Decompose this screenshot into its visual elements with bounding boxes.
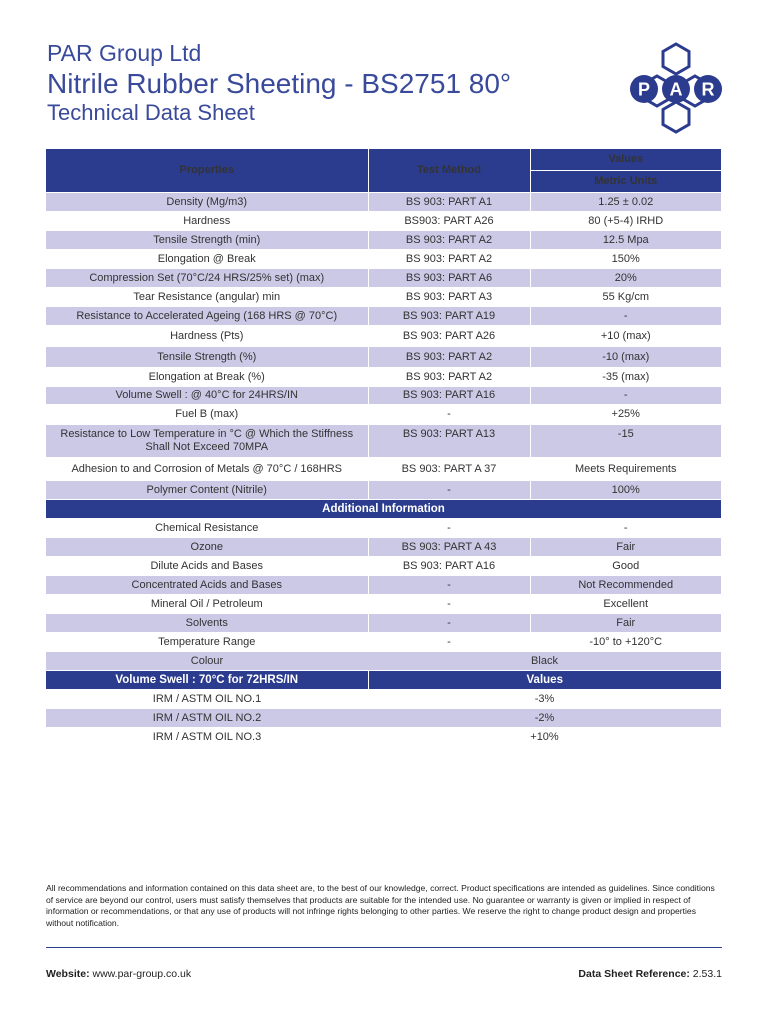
par-logo (628, 42, 724, 134)
table-row: Resistance to Accelerated Ageing (168 HRS @ 70°C) BS 903: PART A19 - (46, 306, 721, 325)
table-row: Concentrated Acids and Bases - Not Recommended (46, 575, 721, 594)
footer-divider (46, 947, 722, 948)
table-row: Tensile Strength (%) BS 903: PART A2 -10 (max) (46, 346, 721, 367)
logo-letter-r: R (701, 79, 715, 100)
table-row: Tear Resistance (angular) min BS 903: PART A3 55 Kg/cm (46, 287, 721, 306)
reference-label: Data Sheet Reference: (578, 968, 690, 980)
section-header-volume-swell: Volume Swell : 70°C for 72HRS/IN Values (46, 670, 721, 689)
header-metric-units: Metric Units (530, 170, 721, 192)
table-row: IRM / ASTM OIL NO.2 -2% (46, 708, 721, 727)
table-row: Hardness BS903: PART A26 80 (+5-4) IRHD (46, 211, 721, 230)
table-row: Polymer Content (Nitrile) - 100% (46, 480, 721, 499)
section-header-additional: Additional Information (46, 499, 721, 518)
technical-data-table (46, 149, 721, 747)
table-row: Compression Set (70°C/24 HRS/25% set) (max) BS 903: PART A6 20% (46, 268, 721, 287)
table-row: Density (Mg/m3) BS 903: PART A1 1.25 ± 0.02 (46, 192, 721, 211)
table-row: Adhesion to and Corrosion of Metals @ 70°C / 168HRS BS 903: PART A 37 Meets Requirements (46, 457, 721, 480)
table-row: IRM / ASTM OIL NO.3 +10% (46, 727, 721, 746)
logo-letter-a: A (669, 79, 683, 100)
table-row: Dilute Acids and Bases BS 903: PART A16 Good (46, 556, 721, 575)
table-row: Resistance to Low Temperature in °C @ Which the Stiffness Shall Not Exceed 70MPA BS 903: PART A13 -15 (46, 424, 721, 457)
logo-letter-p: P (637, 79, 651, 100)
website-link[interactable]: www.par-group.co.uk (92, 968, 192, 980)
table-row: Temperature Range - -10° to +120°C (46, 632, 721, 651)
company-name: PAR Group Ltd (47, 40, 202, 66)
header-values: Values (530, 149, 721, 170)
website-label: Website: (46, 968, 90, 980)
footer-reference (578, 968, 722, 980)
table-row: Tensile Strength (min) BS 903: PART A2 12.5 Mpa (46, 230, 721, 249)
table-row: Mineral Oil / Petroleum - Excellent (46, 594, 721, 613)
table-row: Hardness (Pts) BS 903: PART A26 +10 (max) (46, 325, 721, 346)
footer-website (46, 968, 191, 980)
table-row: Volume Swell : @ 40°C for 24HRS/IN BS 903: PART A16 - (46, 386, 721, 404)
table-row: Elongation @ Break BS 903: PART A2 150% (46, 249, 721, 268)
reference-value: 2.53.1 (692, 968, 722, 980)
table-row: Fuel B (max) - +25% (46, 404, 721, 424)
header-test-method: Test Method (368, 149, 530, 192)
page-title: Nitrile Rubber Sheeting - BS2751 80° (47, 68, 512, 99)
disclaimer-text: All recommendations and information contained on this data sheet are, to the best of our knowledge, correct. Product specifications are intended as guidelines. Since conditions of service are beyond our control, users must satisfy themselves that products are suitable for the intended use. No guarantee or warranty is given or implied in respect of information or recommendations, or that any use of products will not infringe rights belonging to other parties. We reserve the right to change product design and properties without notification. (46, 883, 715, 928)
table-row: Chemical Resistance - - (46, 518, 721, 537)
colour-row: Colour Black (46, 651, 721, 670)
table-row: Solvents - Fair (46, 613, 721, 632)
header-properties: Properties (46, 149, 368, 192)
page-subtitle: Technical Data Sheet (47, 100, 255, 125)
table-row: Ozone BS 903: PART A 43 Fair (46, 537, 721, 556)
table-row: IRM / ASTM OIL NO.1 -3% (46, 689, 721, 708)
table-row: Elongation at Break (%) BS 903: PART A2 -35 (max) (46, 367, 721, 386)
